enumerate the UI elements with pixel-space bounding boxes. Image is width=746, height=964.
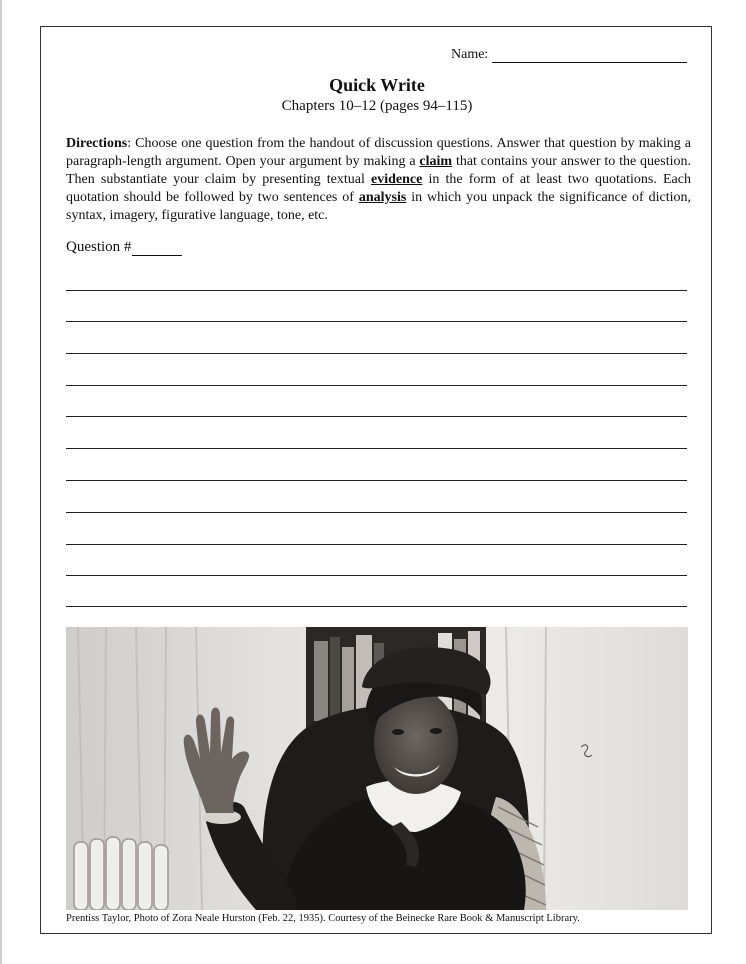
answer-line[interactable] <box>66 480 687 481</box>
directions-label: Directions <box>66 136 128 151</box>
answer-line[interactable] <box>66 544 687 545</box>
answer-line[interactable] <box>66 416 687 417</box>
name-field[interactable] <box>451 43 687 63</box>
photo-image <box>66 627 688 910</box>
page-subtitle: Chapters 10–12 (pages 94–115) <box>281 98 473 114</box>
worksheet-page <box>40 26 712 934</box>
page-edge <box>0 0 2 964</box>
directions-text-4: in which you unpack the significance of diction, syntax, imagery, figurative language, tone, etc. <box>66 190 691 223</box>
photo-caption: Prentiss Taylor, Photo of Zora Neale Hurston (Feb. 22, 1935). Courtesy of the Beinecke Rare Book & Manuscript Library. <box>66 913 580 924</box>
directions-text-3: in the form of at least two quotations. Each quotation should be followed by two sentences of <box>66 172 691 205</box>
answer-line[interactable] <box>66 353 687 354</box>
analysis-term: analysis <box>358 190 407 205</box>
name-label: Name: <box>451 47 489 62</box>
claim-term: claim <box>419 154 453 169</box>
question-number-field[interactable] <box>66 239 182 256</box>
directions-paragraph <box>66 135 691 225</box>
page-title: Quick Write <box>329 75 425 95</box>
question-label: Question # <box>66 239 132 255</box>
answer-line[interactable] <box>66 606 687 607</box>
directions-text-1: : Choose one question from the handout of discussion questions. Answer that question by making a paragraph-length argument. Open your argument by making a <box>66 136 691 169</box>
hurston-photo <box>66 627 688 910</box>
answer-line[interactable] <box>66 321 687 322</box>
evidence-term: evidence <box>371 172 423 187</box>
question-number-blank[interactable] <box>132 239 182 256</box>
answer-line[interactable] <box>66 448 687 449</box>
answer-line[interactable] <box>66 385 687 386</box>
answer-line[interactable] <box>66 512 687 513</box>
name-blank-line[interactable] <box>492 47 687 63</box>
directions-text-2: that contains your answer to the question. Then substantiate your claim by presenting textual <box>66 154 691 187</box>
answer-line[interactable] <box>66 290 687 291</box>
answer-line[interactable] <box>66 575 687 576</box>
